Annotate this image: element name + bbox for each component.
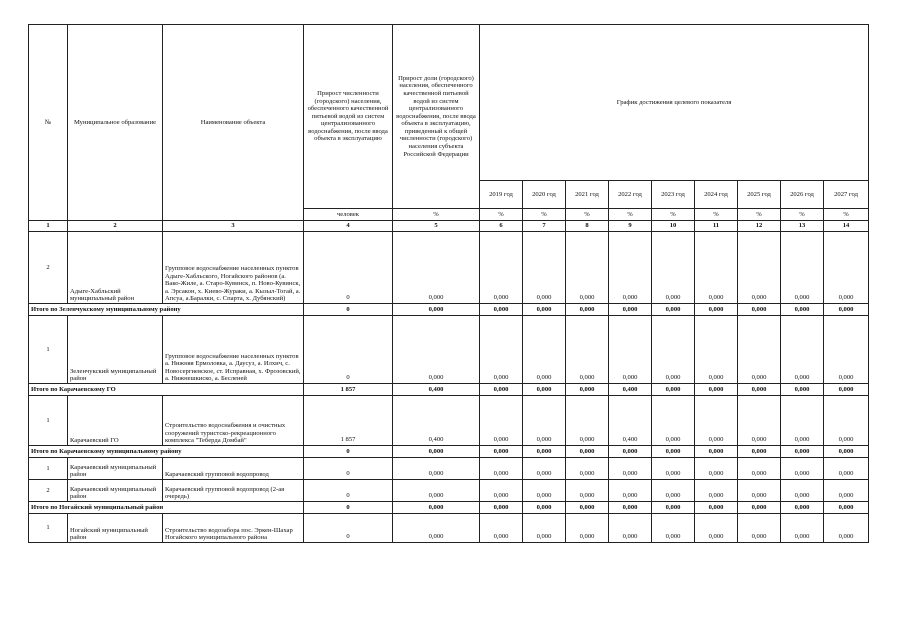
year-value: 0,000: [824, 446, 869, 458]
row-number: 2: [29, 232, 68, 304]
column-number: 2: [68, 221, 163, 232]
year-value: 0,000: [566, 316, 609, 384]
year-value: 0,000: [738, 304, 781, 316]
unit-percent: %: [480, 209, 523, 221]
year-value: 0,000: [781, 502, 824, 514]
header-schedule: График достижения целевого показателя: [480, 25, 869, 181]
row-number: 2: [29, 480, 68, 502]
year-value: 0,000: [566, 514, 609, 543]
year-value: 0,000: [523, 384, 566, 396]
share-value: 0,400: [393, 384, 480, 396]
total-label: Итого по Карачаевскому муниципальному району: [29, 446, 304, 458]
year-value: 0,000: [523, 232, 566, 304]
year-value: 0,000: [738, 316, 781, 384]
year-value: 0,000: [609, 514, 652, 543]
unit-percent: %: [695, 209, 738, 221]
total-row: [29, 446, 869, 458]
year-value: 0,000: [523, 316, 566, 384]
year-value: 0,000: [523, 396, 566, 446]
year-value: 0,000: [523, 304, 566, 316]
year-value: 0,000: [824, 384, 869, 396]
year-value: 0,000: [480, 458, 523, 480]
column-number: 1: [29, 221, 68, 232]
year-value: 0,000: [695, 446, 738, 458]
row-number: 1: [29, 458, 68, 480]
unit-percent: %: [652, 209, 695, 221]
year-value: 0,000: [609, 304, 652, 316]
year-value: 0,000: [781, 480, 824, 502]
column-number: 12: [738, 221, 781, 232]
column-number: 5: [393, 221, 480, 232]
year-value: 0,000: [609, 458, 652, 480]
year-value: 0,000: [695, 514, 738, 543]
year-value: 0,000: [566, 232, 609, 304]
year-value: 0,000: [738, 514, 781, 543]
year-value: 0,000: [609, 480, 652, 502]
column-number: 10: [652, 221, 695, 232]
header-no: №: [29, 25, 68, 221]
year-value: 0,000: [652, 384, 695, 396]
header-object: Наименование объекта: [163, 25, 304, 221]
year-value: 0,000: [523, 514, 566, 543]
column-number: 3: [163, 221, 304, 232]
year-header: 2023 год: [652, 181, 695, 209]
year-value: 0,000: [781, 316, 824, 384]
unit-percent: %: [609, 209, 652, 221]
year-header: 2022 год: [609, 181, 652, 209]
population-value: 1 857: [304, 396, 393, 446]
share-value: 0,000: [393, 514, 480, 543]
unit-percent: %: [824, 209, 869, 221]
municipality-name: Карачаевский муниципальный район: [68, 480, 163, 502]
year-value: 0,000: [480, 502, 523, 514]
year-value: 0,000: [695, 384, 738, 396]
object-name: Строительство водоснабжения и очистных сооружений туристско-рекреационного комплекса "Теберда Домбай": [163, 396, 304, 446]
municipality-name: Карачаевский муниципальный район: [68, 458, 163, 480]
year-value: 0,000: [609, 232, 652, 304]
column-number: 7: [523, 221, 566, 232]
year-value: 0,000: [523, 480, 566, 502]
header-municipality: Муниципальное образование: [68, 25, 163, 221]
year-value: 0,000: [652, 232, 695, 304]
year-header: 2019 год: [480, 181, 523, 209]
column-number: 13: [781, 221, 824, 232]
year-value: 0,000: [824, 232, 869, 304]
year-value: 0,000: [695, 502, 738, 514]
year-value: 0,000: [480, 480, 523, 502]
year-value: 0,000: [695, 232, 738, 304]
share-value: 0,000: [393, 232, 480, 304]
year-value: 0,000: [652, 480, 695, 502]
population-value: 0: [304, 502, 393, 514]
year-value: 0,000: [738, 458, 781, 480]
year-value: 0,000: [480, 304, 523, 316]
object-name: Карачаевский групповой водопровод (2-ая очередь): [163, 480, 304, 502]
year-header: 2020 год: [523, 181, 566, 209]
year-value: 0,000: [480, 514, 523, 543]
year-value: 0,000: [824, 502, 869, 514]
year-value: 0,000: [609, 502, 652, 514]
column-number: 8: [566, 221, 609, 232]
year-value: 0,000: [652, 396, 695, 446]
year-value: 0,000: [824, 480, 869, 502]
total-label: Итого по Карачаевскому ГО: [29, 384, 304, 396]
total-label: Итого по Ногайский муниципальный район: [29, 502, 304, 514]
year-value: 0,000: [652, 458, 695, 480]
year-value: 0,000: [480, 396, 523, 446]
year-value: 0,000: [566, 502, 609, 514]
year-value: 0,000: [695, 396, 738, 446]
share-value: 0,000: [393, 304, 480, 316]
year-value: 0,000: [609, 446, 652, 458]
unit-percent: %: [738, 209, 781, 221]
population-value: 1 857: [304, 384, 393, 396]
year-header: 2024 год: [695, 181, 738, 209]
year-value: 0,000: [566, 396, 609, 446]
share-value: 0,000: [393, 502, 480, 514]
unit-percent: %: [566, 209, 609, 221]
year-value: 0,000: [824, 304, 869, 316]
share-value: 0,000: [393, 458, 480, 480]
population-value: 0: [304, 514, 393, 543]
table-row: [29, 396, 869, 446]
year-value: 0,000: [480, 384, 523, 396]
share-value: 0,000: [393, 316, 480, 384]
year-value: 0,000: [824, 458, 869, 480]
year-value: 0,000: [523, 446, 566, 458]
municipality-name: Адыге-Хабльский муниципальный район: [68, 232, 163, 304]
object-name: Карачаевский групповой водопровод: [163, 458, 304, 480]
object-name: Групповое водоснабжение населенных пунктов а. Нижняя Ермоловка, а. Даусуз, а. Илхич, с. Новосергиевское, ст. Исправная, х. Фрозовский, а. Нижнешкиско, а. Бесленей: [163, 316, 304, 384]
year-value: 0,000: [480, 446, 523, 458]
share-value: 0,400: [393, 396, 480, 446]
year-value: 0,000: [738, 480, 781, 502]
year-value: 0,000: [652, 446, 695, 458]
year-header: 2021 год: [566, 181, 609, 209]
total-row: [29, 384, 869, 396]
year-value: 0,000: [523, 458, 566, 480]
unit-percent: %: [781, 209, 824, 221]
column-number: 4: [304, 221, 393, 232]
year-value: 0,400: [609, 384, 652, 396]
column-number: 11: [695, 221, 738, 232]
total-label: Итого по Зеленчукскому муниципальному району: [29, 304, 304, 316]
year-value: 0,000: [566, 458, 609, 480]
table-row: [29, 514, 869, 543]
table-row: [29, 316, 869, 384]
year-value: 0,000: [824, 396, 869, 446]
target-indicator-table: [28, 24, 869, 543]
year-value: 0,000: [652, 304, 695, 316]
year-value: 0,000: [566, 384, 609, 396]
year-header: 2027 год: [824, 181, 869, 209]
row-number: 1: [29, 396, 68, 446]
year-value: 0,000: [781, 304, 824, 316]
year-value: 0,000: [781, 396, 824, 446]
year-value: 0,400: [609, 396, 652, 446]
population-value: 0: [304, 446, 393, 458]
year-value: 0,000: [781, 446, 824, 458]
year-value: 0,000: [781, 384, 824, 396]
year-value: 0,000: [695, 316, 738, 384]
municipality-name: Карачаевский ГО: [68, 396, 163, 446]
year-value: 0,000: [566, 480, 609, 502]
unit-percent: %: [393, 209, 480, 221]
total-row: [29, 304, 869, 316]
column-number: 6: [480, 221, 523, 232]
population-value: 0: [304, 458, 393, 480]
column-number: 9: [609, 221, 652, 232]
year-header: 2025 год: [738, 181, 781, 209]
year-value: 0,000: [652, 502, 695, 514]
year-header: 2026 год: [781, 181, 824, 209]
municipality-name: Ногайский муниципальный район: [68, 514, 163, 543]
column-number: 14: [824, 221, 869, 232]
object-name: Групповое водоснабжение населенных пунктов Адыге-Хабльского, Ногайского районов (а. Вако-Жиле, а. Старо-Кувинск, п. Ново-Кувинск, а. Эрсакон, х. Киево-Жураки, а. Кызыл-Тогай, а. Апсуа, а.Баралки, с. Спарта, х. Дубянский): [163, 232, 304, 304]
table-row: [29, 458, 869, 480]
row-number: 1: [29, 514, 68, 543]
unit-percent: %: [523, 209, 566, 221]
population-value: 0: [304, 480, 393, 502]
year-value: 0,000: [824, 514, 869, 543]
year-value: 0,000: [695, 304, 738, 316]
table-row: [29, 480, 869, 502]
year-value: 0,000: [695, 480, 738, 502]
object-name: Строительство водозабора пос. Эркен-Шахар Ногайского муниципального района: [163, 514, 304, 543]
year-value: 0,000: [523, 502, 566, 514]
year-value: 0,000: [566, 446, 609, 458]
year-value: 0,000: [609, 316, 652, 384]
year-value: 0,000: [652, 514, 695, 543]
year-value: 0,000: [480, 316, 523, 384]
year-value: 0,000: [738, 502, 781, 514]
year-value: 0,000: [738, 396, 781, 446]
population-value: 0: [304, 304, 393, 316]
table-row: [29, 232, 869, 304]
population-value: 0: [304, 232, 393, 304]
year-value: 0,000: [652, 316, 695, 384]
header-population-increase: Прирост численности (городского) населения, обеспеченного качественной питьевой водой из систем централизованного водоснабжения, после ввода объекта в эксплуатацию: [304, 25, 393, 209]
year-value: 0,000: [738, 232, 781, 304]
population-value: 0: [304, 316, 393, 384]
year-value: 0,000: [824, 316, 869, 384]
year-value: 0,000: [781, 458, 824, 480]
municipality-name: Зеленчукский муниципальный район: [68, 316, 163, 384]
year-value: 0,000: [695, 458, 738, 480]
year-value: 0,000: [566, 304, 609, 316]
share-value: 0,000: [393, 446, 480, 458]
unit-people: человек: [304, 209, 393, 221]
year-value: 0,000: [738, 384, 781, 396]
year-value: 0,000: [480, 232, 523, 304]
header-share-increase: Прирост доли (городского) населения, обеспеченного качественной питьевой водой из систем централизованного водоснабжения, после ввода объекта в эксплуатацию, приведенный к общей численности (городского) населения субъекта Российской Федерации: [393, 25, 480, 209]
year-value: 0,000: [781, 514, 824, 543]
share-value: 0,000: [393, 480, 480, 502]
row-number: 1: [29, 316, 68, 384]
total-row: [29, 502, 869, 514]
year-value: 0,000: [738, 446, 781, 458]
year-value: 0,000: [781, 232, 824, 304]
